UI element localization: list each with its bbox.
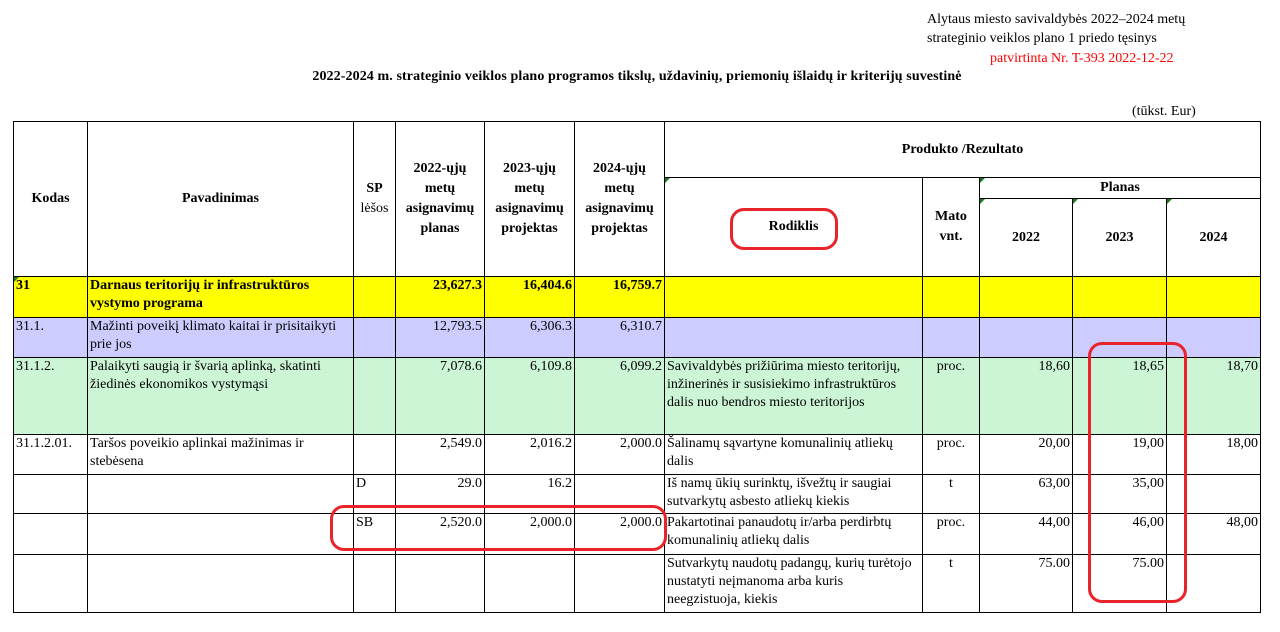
col-header-2022: 2022-ųjų metų asignavimų planas: [396, 122, 485, 277]
col-header-produktas: Produkto /Rezultato: [665, 122, 1261, 178]
cell-kodas: 31.1.2.: [14, 358, 88, 435]
cell-sp: [354, 318, 396, 358]
document-title: [0, 69, 1280, 85]
summary-table: [13, 121, 1261, 613]
cell-sp: SB: [354, 514, 396, 555]
table-row: [14, 514, 1261, 555]
cell-a2023: 16.2: [485, 475, 575, 514]
cell-p2024: 48,00: [1167, 514, 1261, 555]
plan-2023-label: 2023: [1105, 229, 1134, 245]
cell-p2024: [1167, 277, 1261, 318]
cell-a2022: 2,520.0: [396, 514, 485, 555]
cell-p2022: 18,60: [980, 358, 1073, 435]
cell-kodas: [14, 475, 88, 514]
col-header-2024: 2024-ųjų metų asignavimų projektas: [575, 122, 665, 277]
cell-rodiklis: Savivaldybės prižiūrima miesto teritorijų, inžinerinės ir susisiekimo infrastruktūros dalis nuo bendros miesto teritorijos: [665, 358, 923, 435]
cell-p2022: [980, 318, 1073, 358]
cell-pavadinimas: Darnaus teritorijų ir infrastruktūros vystymo programa: [88, 277, 354, 318]
cell-a2024: 6,310.7: [575, 318, 665, 358]
cell-a2022: 29.0: [396, 475, 485, 514]
cell-p2023: [1073, 318, 1167, 358]
cell-p2023: 35,00: [1073, 475, 1167, 514]
cell-pavadinimas: [88, 555, 354, 613]
cell-p2024: 18,00: [1167, 435, 1261, 475]
cell-p2023: 46,00: [1073, 514, 1167, 555]
table-row: [14, 358, 1261, 435]
plan-2022-label: 2022: [1012, 229, 1040, 245]
cell-pavadinimas: Taršos poveikio aplinkai mažinimas ir stebėsena: [88, 435, 354, 475]
cell-a2023: 2,000.0: [485, 514, 575, 555]
cell-mato: t: [923, 555, 980, 613]
unit-note: (tūkst. Eur): [1132, 104, 1196, 119]
col-header-mato: Mato vnt.: [923, 178, 980, 277]
cell-rodiklis: [665, 277, 923, 318]
cell-a2024: 2,000.0: [575, 435, 665, 475]
cell-sp: [354, 277, 396, 318]
col-header-kodas: Kodas: [14, 122, 88, 277]
cell-a2024: [575, 475, 665, 514]
cell-pavadinimas: [88, 514, 354, 555]
cell-a2022: [396, 555, 485, 613]
cell-p2022: 20,00: [980, 435, 1073, 475]
cell-pavadinimas: Mažinti poveikį klimato kaitai ir prisitaikyti prie jos: [88, 318, 354, 358]
cell-a2022: 12,793.5: [396, 318, 485, 358]
cell-mato: proc.: [923, 358, 980, 435]
cell-a2022: 7,078.6: [396, 358, 485, 435]
cell-p2024: 18,70: [1167, 358, 1261, 435]
cell-p2024: [1167, 318, 1261, 358]
cell-p2023: [1073, 277, 1167, 318]
cell-kodas: 31.1.2.01.: [14, 435, 88, 475]
cell-pavadinimas: Palaikyti saugią ir švarią aplinką, skatinti žiedinės ekonomikos vystymąsi: [88, 358, 354, 435]
cell-mato: t: [923, 475, 980, 514]
cell-sp: [354, 435, 396, 475]
table-row: [14, 318, 1261, 358]
cell-rodiklis: Pakartotinai panaudotų ir/arba perdirbtų komunalinių atliekų dalis: [665, 514, 923, 555]
cell-a2022: 23,627.3: [396, 277, 485, 318]
cell-p2022: 75.00: [980, 555, 1073, 613]
col-header-rodiklis: [665, 178, 923, 277]
table-row: [14, 475, 1261, 514]
cell-a2023: 16,404.6: [485, 277, 575, 318]
cell-p2022: 44,00: [980, 514, 1073, 555]
cell-p2024: [1167, 555, 1261, 613]
cell-a2023: 2,016.2: [485, 435, 575, 475]
cell-sp: [354, 555, 396, 613]
cell-p2023: 75.00: [1073, 555, 1167, 613]
cell-rodiklis: Iš namų ūkių surinktų, išvežtų ir saugiai sutvarkytų asbesto atliekų kiekis: [665, 475, 923, 514]
cell-a2022: 2,549.0: [396, 435, 485, 475]
cell-a2023: 6,306.3: [485, 318, 575, 358]
col-header-planas: [980, 178, 1261, 199]
cell-p2023: 19,00: [1073, 435, 1167, 475]
cell-rodiklis: [665, 318, 923, 358]
rodiklis-label: Rodiklis: [768, 219, 819, 234]
cell-a2024: [575, 555, 665, 613]
cell-p2022: 63,00: [980, 475, 1073, 514]
cell-mato: [923, 277, 980, 318]
cell-a2024: 6,099.2: [575, 358, 665, 435]
plan-2024-label: 2024: [1199, 229, 1228, 245]
col-header-plan-2023: [1073, 199, 1167, 277]
cell-pavadinimas: [88, 475, 354, 514]
cell-kodas: [14, 514, 88, 555]
cell-kodas: [14, 277, 88, 318]
cell-a2024: 16,759.7: [575, 277, 665, 318]
cell-kodas: [14, 555, 88, 613]
table-row: [14, 555, 1261, 613]
kodas-text: 31: [16, 278, 30, 293]
col-header-2023: 2023-ųjų metų asignavimų projektas: [485, 122, 575, 277]
cell-p2023: 18,65: [1073, 358, 1167, 435]
cell-a2024: 2,000.0: [575, 514, 665, 555]
table-row: [14, 277, 1261, 318]
cell-p2022: [980, 277, 1073, 318]
planas-label: Planas: [1100, 180, 1140, 195]
col-header-pavadinimas: Pavadinimas: [88, 122, 354, 277]
header-line-1: Alytaus miesto savivaldybės 2022–2024 metų: [927, 12, 1186, 27]
cell-sp: D: [354, 475, 396, 514]
col-header-plan-2024: [1167, 199, 1261, 277]
cell-a2023: [485, 555, 575, 613]
approval-note: patvirtinta Nr. T-393 2022-12-22: [990, 51, 1174, 66]
col-header-plan-2022: [980, 199, 1073, 277]
cell-mato: [923, 318, 980, 358]
cell-mato: proc.: [923, 514, 980, 555]
cell-p2024: [1167, 475, 1261, 514]
document-title-text: 2022-2024 m. strateginio veiklos plano programos tikslų, uždavinių, priemonių išlaidų ir kriterijų suvestinė: [312, 69, 962, 84]
cell-mato: proc.: [923, 435, 980, 475]
table-row: [14, 435, 1261, 475]
col-header-sp: SP lėšos: [354, 122, 396, 277]
cell-kodas: 31.1.: [14, 318, 88, 358]
cell-rodiklis: Šalinamų sąvartyne komunalinių atliekų dalis: [665, 435, 923, 475]
cell-a2023: 6,109.8: [485, 358, 575, 435]
header-line-2: strateginio veiklos plano 1 priedo tęsinys: [927, 31, 1157, 46]
cell-sp: [354, 358, 396, 435]
cell-rodiklis: Sutvarkytų naudotų padangų, kurių turėtojo nustatyti neįmanoma arba kuris neegzistuoja, kiekis: [665, 555, 923, 613]
